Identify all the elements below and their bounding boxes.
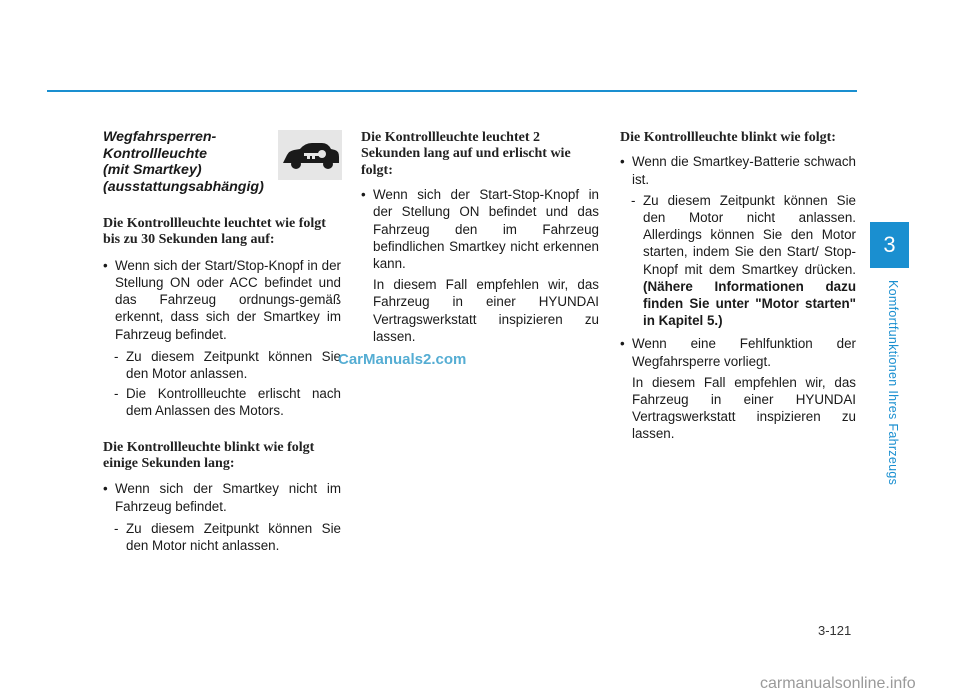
column-left	[103, 129, 341, 554]
column-middle	[361, 130, 599, 345]
chapter-tab: 3	[870, 222, 909, 268]
chapter-title: Komfortfunktionen Ihres Fahrzeugs	[886, 280, 900, 486]
reference-note: (Nähere Informationen dazu finden Sie unter "Motor starten" in Kapitel 5.)	[643, 278, 856, 329]
dash-light-off: - Die Kontrollleuchte erlischt nach dem Anlassen des Motors.	[103, 385, 341, 419]
dash-cannot-start: - Zu diesem Zeitpunkt können Sie den Motor nicht anlassen.	[103, 520, 341, 554]
heading-blinks-seconds: Die Kontrollleuchte blinkt wie folgt einige Sekunden lang:	[103, 439, 315, 472]
page-number: 3-121	[818, 623, 852, 638]
bullet-on-acc: • Wenn sich der Start/Stop-Knopf in der Stellung ON oder ACC befindet und das Fahrzeug ordnungs-gemäß erkennt, dass sich der Smartkey im Fahrzeug befindet.	[103, 257, 341, 343]
dash-start-with-smartkey: - Zu diesem Zeitpunkt können Sie den Motor nicht anlassen. Allerdings können Sie den Motor starten, indem Sie den Start/ Stop-Knopf mit dem Smartkey drücken. (Nähere Informationen dazu finden Sie unter "Motor starten" in Kapitel 5.)	[620, 192, 856, 330]
bottom-logo: carmanualsonline.info	[760, 675, 916, 692]
para-recommend-inspection: In diesem Fall empfehlen wir, das Fahrzeug in einer HYUNDAI Vertragswerkstatt inspizieren zu lassen.	[373, 277, 599, 344]
indicator-icon-box	[278, 130, 342, 180]
heading-lit-30s: Die Kontrollleuchte leuchtet wie folgt bis zu 30 Sekunden lang auf:	[103, 216, 326, 248]
dash-start-engine: - Zu diesem Zeitpunkt können Sie den Motor anlassen.	[103, 348, 341, 382]
para-recommend-inspection-2: In diesem Fall empfehlen wir, das Fahrzeug in einer HYUNDAI Vertragswerkstatt inspizieren zu lassen.	[632, 374, 856, 442]
bullet-battery-low: • Wenn die Smartkey-Batterie schwach ist.	[620, 153, 856, 187]
watermark: CarManuals2.com	[338, 351, 467, 368]
heading-blinks: Die Kontrollleuchte blinkt wie folgt:	[620, 130, 836, 145]
bullet-smartkey-not-detected: • Wenn sich der Start-Stop-Knopf in der Stellung ON befindet und das Fahrzeug den im Fahrzeug befindlichen Smartkey nicht erkennen kann.	[361, 186, 599, 272]
section-title: Wegfahrsperren- Kontrollleuchte (mit Smartkey) (ausstattungsabhängig)	[103, 129, 264, 195]
top-rule	[47, 90, 857, 92]
bullet-no-smartkey: • Wenn sich der Smartkey nicht im Fahrzeug befindet.	[103, 480, 341, 514]
immobilizer-indicator-icon	[278, 130, 342, 180]
bullet-immobilizer-fault: • Wenn eine Fehlfunktion der Wegfahrsperre vorliegt.	[620, 335, 856, 369]
heading-lit-2s: Die Kontrollleuchte leuchtet 2 Sekunden lang auf und erlischt wie folgt:	[361, 130, 571, 178]
column-right	[620, 130, 856, 443]
